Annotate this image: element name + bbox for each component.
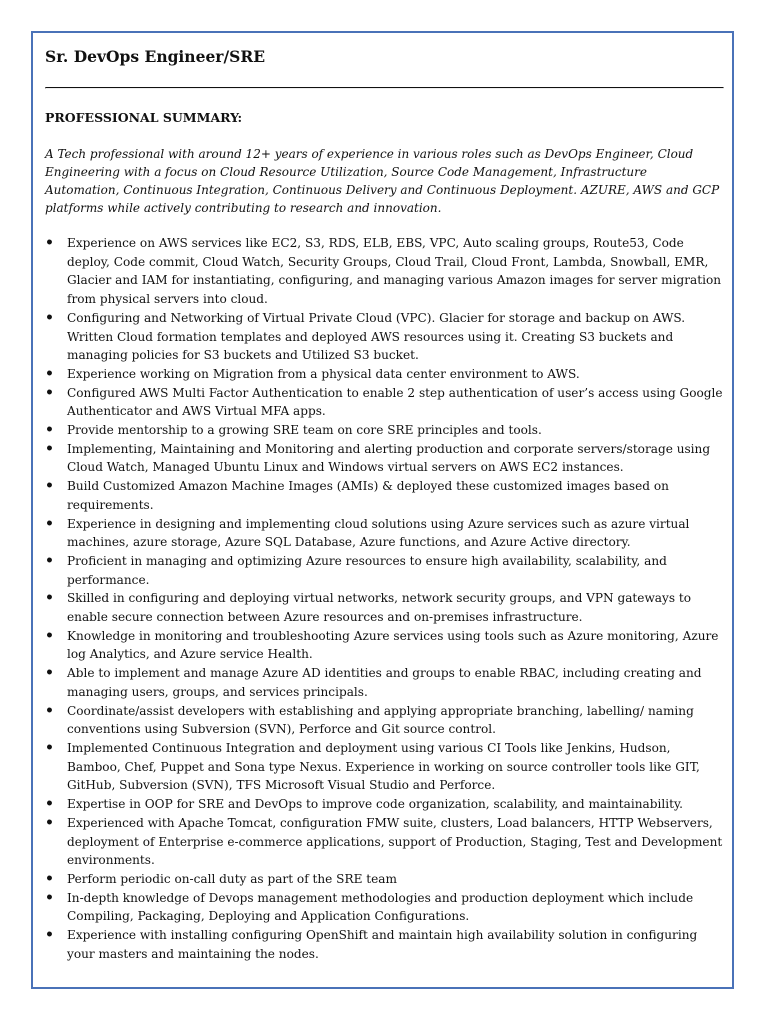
bullet-icon: • [45,590,54,607]
bullet-item [45,889,727,926]
bullet-text: Proficient in managing and optimizing Azure resources to ensure high availability, scalability, and performance. [67,553,667,587]
bullet-item [45,739,727,795]
bullet-item [45,795,727,814]
bullet-item [45,702,727,739]
bullet-text: Perform periodic on-call duty as part of the SRE team [67,871,397,886]
bullet-item [45,664,727,701]
bullet-icon: • [45,739,54,756]
bullet-item [45,365,727,384]
bullet-icon: • [45,796,54,813]
bullet-text: Implementing, Maintaining and Monitoring and alerting production and corporate servers/storage using Cloud Watch, Managed Ubuntu Linux and Windows virtual servers on AWS EC2 instances. [67,441,711,475]
bullet-item [45,309,727,365]
bullet-item [45,589,727,626]
bullet-icon: • [45,422,54,439]
bullet-item [45,234,727,309]
title-divider [45,87,724,89]
bullet-icon: • [45,665,54,682]
section-heading-professional-summary: PROFESSIONAL SUMMARY: [45,110,243,125]
bullet-text: Experienced with Apache Tomcat, configuration FMW suite, clusters, Load balancers, HTTP Webservers, deployment of Enterprise e-commerce applications, support of Production, Staging, Test and Development environments. [67,815,723,868]
bullet-item [45,515,727,552]
bullet-icon: • [45,552,54,569]
bullet-icon: • [45,365,54,382]
bullet-text: Experience working on Migration from a physical data center environment to AWS. [67,366,580,381]
bullet-icon: • [45,927,54,944]
bullet-text: Build Customized Amazon Machine Images (AMIs) & deployed these customized images based on requirements. [67,479,669,512]
bullet-icon: • [45,870,54,887]
bullet-text: Provide mentorship to a growing SRE team on core SRE principles and tools. [67,423,542,438]
bullet-icon: • [45,235,54,251]
bullet-item [45,870,727,889]
bullet-text: Experience on AWS services like EC2, S3, RDS, ELB, EBS, VPC, Auto scaling groups, Route53, Code deploy, Code commit, Cloud Watch, Security Groups, Cloud Trail, Cloud Front, Lambda, Snowball, EMR, Glacier and IAM for instantiating, configuring, and managing various Amazon images for server migration from physical servers into cloud. [67,236,722,307]
bullet-text: Skilled in configuring and deploying virtual networks, network security groups, and VPN gateways to enable secure connection between Azure resources and on-premises infrastructure. [67,591,692,625]
bullet-text: Expertise in OOP for SRE and DevOps to improve code organization, scalability, and maintainability. [67,797,684,812]
bullet-text: Configured AWS Multi Factor Authentication to enable 2 step authentication of user’s access using Google Authenticator and AWS Virtual MFA apps. [67,385,723,419]
job-title: Sr. DevOps Engineer/SRE [45,47,266,66]
bullet-item [45,440,727,477]
bullet-item [45,814,727,870]
bullet-text: Experience with installing configuring OpenShift and maintain high availability solution in configuring your masters and maintaining the nodes. [67,928,698,961]
bullet-text: In-depth knowledge of Devops management methodologies and production deployment which include Compiling, Packaging, Deploying and Application Configurations. [67,890,694,924]
bullet-text: Coordinate/assist developers with establishing and applying appropriate branching, labelling/ naming conventions using Subversion (SVN), Perforce and Git source control. [67,703,694,737]
bullet-icon: • [45,384,54,401]
bullet-icon: • [45,515,54,532]
bullet-item [45,384,727,421]
bullet-item [45,552,727,589]
bullet-text: Configuring and Networking of Virtual Private Cloud (VPC). Glacier for storage and backup on AWS. Written Cloud formation templates and deployed AWS resources using it. Creating S3 buckets and managing policies for S3 buckets and Utilized S3 bucket. [67,310,686,363]
bullet-icon: • [45,309,54,326]
bullet-text: Implemented Continuous Integration and deployment using various CI Tools like Jenkins, Hudson, Bamboo, Chef, Puppet and Sona type Nexus. Experience in working on source controller tools like GIT, GitHub, Subversion (SVN), TFS Microsoft Visual Studio and Perforce. [67,740,700,793]
bullet-item [45,421,727,440]
bullet-icon: • [45,627,54,644]
bullet-icon: • [45,814,54,831]
bullet-text: Able to implement and manage Azure AD identities and groups to enable RBAC, including creating and managing users, groups, and services principals. [67,666,702,699]
bullet-icon: • [45,440,54,457]
bullet-item [45,627,727,664]
experience-bullet-list [45,234,727,963]
bullet-item [45,926,727,963]
bullet-icon: • [45,478,54,495]
bullet-item [45,477,727,514]
bullet-text: Knowledge in monitoring and troubleshooting Azure services using tools such as Azure monitoring, Azure log Analytics, and Azure service Health. [67,628,719,662]
summary-paragraph: A Tech professional with around 12+ years of experience in various roles such as DevOps Engineer, Cloud Engineering with a focus on Cloud Resource Utilization, Source Code Management, Infrastructure Automation, Continuous Integration, Continuous Delivery and Continuous Deployment. AZURE, AWS and GCP platforms while actively contributing to research and innovation. [45,147,720,215]
bullet-icon: • [45,889,54,906]
bullet-text: Experience in designing and implementing cloud solutions using Azure services such as azure virtual machines, azure storage, Azure SQL Database, Azure functions, and Azure Active directory. [67,516,690,550]
bullet-icon: • [45,702,54,719]
